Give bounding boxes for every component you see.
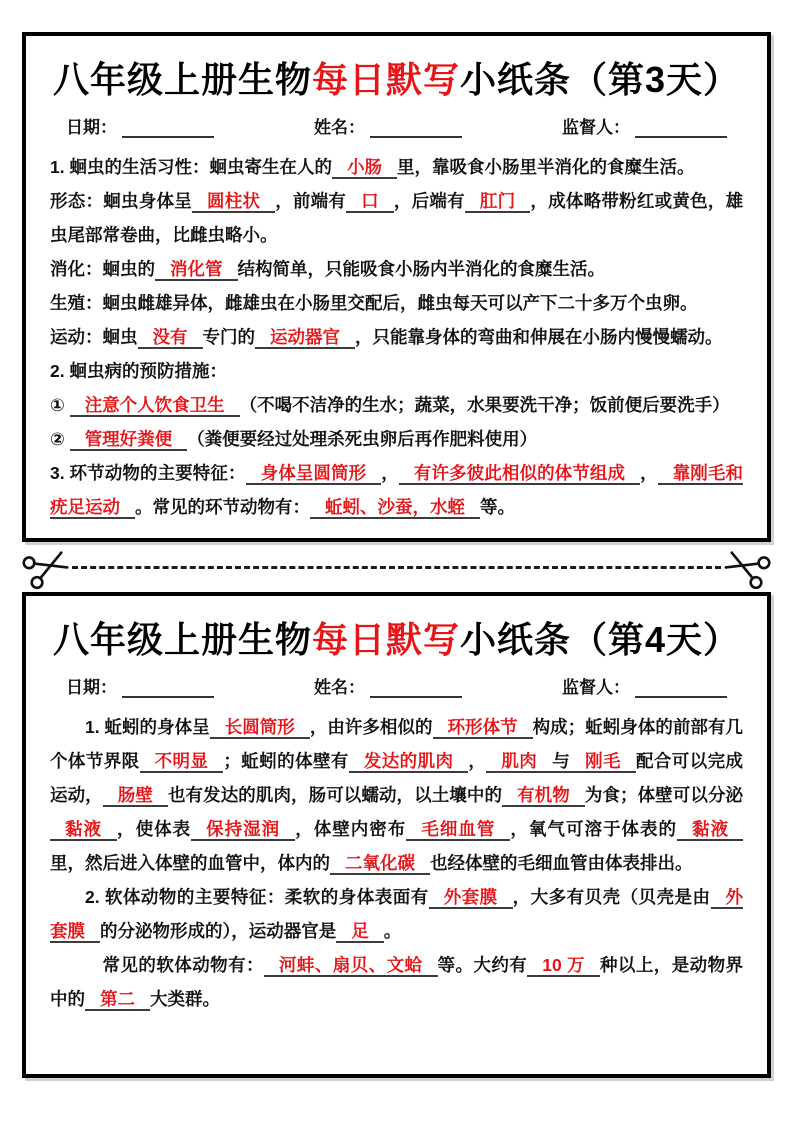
text-segment: ② bbox=[50, 429, 70, 449]
field-date bbox=[66, 673, 214, 698]
supervisor-blank bbox=[635, 120, 727, 138]
text-segment: 3. 环节动物的主要特征： bbox=[50, 463, 246, 483]
text-segment: 。 bbox=[383, 921, 402, 941]
text-segment: ，大多有贝壳（贝壳是由 bbox=[512, 887, 711, 907]
answer-blank: 小肠 bbox=[332, 157, 397, 179]
field-supervisor bbox=[562, 113, 727, 138]
name-blank bbox=[370, 680, 462, 698]
text-segment: ，体壁内密布 bbox=[295, 819, 407, 839]
paragraph bbox=[50, 354, 743, 388]
answer-blank: 毛细血管 bbox=[406, 819, 510, 841]
panel-title bbox=[50, 52, 743, 103]
paragraph bbox=[50, 286, 743, 320]
text-segment: 的分泌物形成的），运动器官是 bbox=[100, 921, 337, 941]
text-segment: ， bbox=[640, 463, 658, 483]
answer-blank: 黏液 bbox=[50, 819, 117, 841]
text-segment: 种以上，是动物界中的 bbox=[50, 955, 744, 1009]
answer-blank: 发达的肌肉 bbox=[349, 751, 469, 773]
date-label: 日期： bbox=[66, 118, 117, 137]
text-segment: 配合可以完成运动， bbox=[50, 751, 744, 805]
text-segment: 等。大约有 bbox=[437, 955, 528, 975]
text-segment: ， bbox=[468, 751, 487, 771]
panel-title bbox=[50, 612, 743, 663]
text-segment: 常见的软体动物有： bbox=[102, 955, 264, 975]
text-segment: 1. 蚯蚓的身体呈 bbox=[85, 717, 210, 737]
paragraph bbox=[50, 320, 743, 354]
text-segment: ，使体表 bbox=[117, 819, 192, 839]
answer-blank: 消化管 bbox=[155, 259, 238, 281]
text-segment: 消化：蛔虫的 bbox=[50, 259, 155, 279]
text-segment: 2. 软体动物的主要特征：柔软的身体表面有 bbox=[85, 887, 429, 907]
answer-blank: 足 bbox=[336, 921, 384, 943]
paragraph bbox=[50, 184, 743, 252]
title-suffix: 小纸条 bbox=[459, 619, 571, 660]
text-segment: 2. 蛔虫病的预防措施： bbox=[50, 361, 227, 381]
title-prefix: 八年级上册生物 bbox=[52, 619, 312, 660]
answer-blank: 靠刚毛和疣足运动 bbox=[50, 463, 744, 517]
answer-blank: 二氧化碳 bbox=[330, 853, 430, 875]
text-segment: ，氧气可溶于体表的 bbox=[510, 819, 678, 839]
answer-blank: 第二 bbox=[85, 989, 150, 1011]
text-segment: 运动：蛔虫 bbox=[50, 327, 138, 347]
text-segment: ① bbox=[50, 395, 70, 415]
text-segment: ，只能靠身体的弯曲和伸展在小肠内慢慢蠕动。 bbox=[355, 327, 723, 347]
answer-blank: 环形体节 bbox=[433, 717, 533, 739]
paragraph bbox=[50, 150, 743, 184]
answer-blank: 没有 bbox=[138, 327, 203, 349]
text-segment: ，后端有 bbox=[393, 191, 465, 211]
answer-blank: 运动器官 bbox=[255, 327, 355, 349]
answer-blank-connector: 与 bbox=[552, 751, 571, 771]
answer-blank: 长圆筒形 bbox=[210, 717, 310, 739]
name-label: 姓名： bbox=[314, 118, 365, 137]
paragraph bbox=[50, 422, 743, 456]
answer-blank: 身体呈圆筒形 bbox=[246, 463, 382, 485]
answer-blank: 外套膜 bbox=[50, 887, 743, 941]
text-segment: 。常见的环节动物有： bbox=[135, 497, 310, 517]
answer-blank: 圆柱状 bbox=[192, 191, 275, 213]
name-blank bbox=[370, 120, 462, 138]
answer-blank: 外套膜 bbox=[429, 887, 513, 909]
field-name bbox=[314, 113, 462, 138]
text-segment: 专门的 bbox=[202, 327, 255, 347]
panel-body bbox=[50, 710, 743, 1016]
field-name bbox=[314, 673, 462, 698]
date-label: 日期： bbox=[66, 678, 117, 697]
answer-blank: 不明显 bbox=[140, 751, 224, 773]
answer-blank: 肛门 bbox=[465, 191, 531, 213]
title-highlight: 每日默写 bbox=[311, 619, 460, 660]
scissors-icon bbox=[18, 540, 76, 594]
paragraph bbox=[50, 456, 743, 524]
supervisor-label: 监督人： bbox=[562, 118, 630, 137]
name-label: 姓名： bbox=[314, 678, 365, 697]
answer-blank: 口 bbox=[346, 191, 394, 213]
answer-blank: 黏液 bbox=[677, 819, 743, 841]
text-segment: ；蚯蚓的体壁有 bbox=[223, 751, 349, 771]
text-segment: 也有发达的肌肉，肠可以蠕动，以土壤中的 bbox=[167, 785, 503, 805]
title-prefix: 八年级上册生物 bbox=[52, 59, 312, 100]
text-segment: 等。 bbox=[480, 497, 515, 517]
panel-body bbox=[50, 150, 743, 524]
text-segment: 构成；蚯蚓身体的前部有几个体节界限 bbox=[50, 717, 743, 771]
date-blank bbox=[122, 680, 214, 698]
field-date bbox=[66, 113, 214, 138]
text-segment: 也经体壁的毛细血管由体表排出。 bbox=[430, 853, 693, 873]
answer-blank: 肌肉 bbox=[486, 751, 552, 773]
paragraph bbox=[50, 948, 743, 1016]
scissors-icon bbox=[717, 540, 775, 594]
title-suffix: 小纸条 bbox=[459, 59, 571, 100]
title-day: （第4天） bbox=[571, 619, 741, 660]
text-segment: ，成体略带粉红或黄色，雄虫尾部常卷曲，比雌虫略小。 bbox=[50, 191, 744, 245]
supervisor-blank bbox=[635, 680, 727, 698]
title-day: （第3天） bbox=[571, 59, 741, 100]
worksheet-day3-panel bbox=[22, 32, 771, 542]
answer-blank: 有机物 bbox=[502, 785, 585, 807]
paragraph bbox=[50, 710, 743, 880]
header-fields bbox=[50, 113, 743, 138]
answer-blank: 管理好粪便 bbox=[70, 429, 188, 451]
field-supervisor bbox=[562, 673, 727, 698]
text-segment: 生殖：蛔虫雌雄异体，雌雄虫在小肠里交配后，雌虫每天可以产下二十多万个虫卵。 bbox=[50, 293, 698, 313]
supervisor-label: 监督人： bbox=[562, 678, 630, 697]
text-segment: 里，靠吸食小肠里半消化的食糜生活。 bbox=[396, 157, 695, 177]
answer-blank: 河蚌、扇贝、文蛤 bbox=[264, 955, 438, 977]
paragraph bbox=[50, 880, 743, 948]
answer-blank: 注意个人饮食卫生 bbox=[70, 395, 240, 417]
answer-blank: 刚毛 bbox=[570, 751, 636, 773]
answer-blank: 肠壁 bbox=[103, 785, 168, 807]
text-segment: 里，然后进入体壁的血管中，体内的 bbox=[50, 853, 330, 873]
answer-blank: 蚯蚓、沙蚕，水蛭 bbox=[310, 497, 480, 519]
text-segment: ，前端有 bbox=[275, 191, 347, 211]
date-blank bbox=[122, 120, 214, 138]
text-segment: ，由许多相似的 bbox=[309, 717, 433, 737]
answer-blank: 有许多彼此相似的体节组成 bbox=[399, 463, 640, 485]
text-segment: 1. 蛔虫的生活习性：蛔虫寄生在人的 bbox=[50, 157, 332, 177]
title-highlight: 每日默写 bbox=[311, 59, 460, 100]
answer-blank: 10 万 bbox=[527, 955, 600, 977]
text-segment: 形态：蛔虫身体呈 bbox=[50, 191, 192, 211]
dashed-cut-line bbox=[72, 566, 721, 569]
text-segment: ， bbox=[381, 463, 399, 483]
paragraph bbox=[50, 252, 743, 286]
header-fields bbox=[50, 673, 743, 698]
text-segment: 结构简单，只能吸食小肠内半消化的食糜生活。 bbox=[237, 259, 605, 279]
text-segment: （不喝不洁净的生水；蔬菜，水果要洗干净；饭前便后要洗手） bbox=[239, 395, 730, 415]
answer-blank: 保持湿润 bbox=[191, 819, 295, 841]
cut-line bbox=[22, 542, 771, 592]
paragraph bbox=[50, 388, 743, 422]
text-segment: 为食；体壁可以分泌 bbox=[584, 785, 744, 805]
worksheet-day4-panel bbox=[22, 592, 771, 1078]
text-segment: 大类群。 bbox=[150, 989, 220, 1009]
text-segment: （粪便要经过处理杀死虫卵后再作肥料使用） bbox=[187, 429, 538, 449]
